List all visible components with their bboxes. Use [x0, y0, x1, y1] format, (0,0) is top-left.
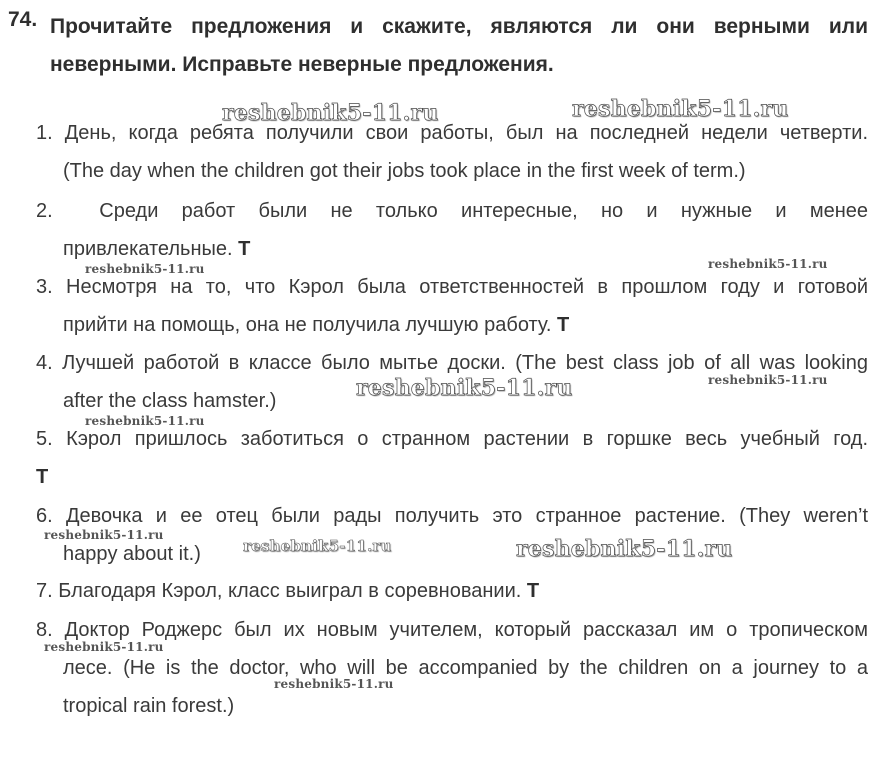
watermark: reshebnik5-11.ru [44, 640, 164, 654]
watermark: reshebnik5-11.ru [708, 373, 828, 387]
item-text-cont: after the class hamster.) [63, 390, 277, 412]
task-number: 74. [8, 8, 38, 31]
list-item-3 [36, 268, 868, 344]
item-text: Несмотря на то, что Кэрол была ответственностей в прошлом году и готовой [66, 276, 868, 298]
task-title [50, 8, 868, 84]
item-text: Девочка и ее отец были рады получить это странное растение. (They weren’t [65, 505, 868, 527]
watermark: reshebnik5-11.ru [44, 528, 164, 542]
true-mark: T [557, 314, 570, 336]
watermark: reshebnik5-11.ru [516, 536, 733, 562]
item-text: Доктор Роджерс был их новым учителем, который рассказал им о тропическом [64, 619, 868, 641]
task-title-line1: Прочитайте предложения и скажите, являются ли они верными или [50, 15, 868, 38]
item-number: 8. [36, 619, 53, 641]
watermark: reshebnik5-11.ru [356, 375, 573, 401]
true-mark: T [36, 466, 49, 488]
item-number: 5. [36, 428, 53, 450]
item-number: 7. [36, 580, 53, 602]
task-title-line2: неверными. Исправьте неверные предложения. [50, 53, 554, 76]
list-item-8 [36, 611, 868, 725]
item-text-cont: happy about it.) [63, 543, 201, 565]
item-text-cont: лесе. (He is the doctor, who will be accompanied by the children on a journey to a [63, 657, 868, 679]
item-number: 6. [36, 505, 53, 527]
watermark: reshebnik5-11.ru [85, 414, 205, 428]
list-item-7 [36, 572, 868, 610]
watermark: reshebnik5-11.ru [222, 100, 439, 126]
watermark: reshebnik5-11.ru [572, 96, 789, 122]
watermark: reshebnik5-11.ru [274, 677, 394, 691]
item-text: Кэрол пришлось заботиться о странном растении в горшке весь учебный год. [66, 428, 868, 450]
item-number: 3. [36, 276, 53, 298]
item-text: Благодаря Кэрол, класс выиграл в соревновании. [58, 580, 522, 602]
watermark: reshebnik5-11.ru [708, 257, 828, 271]
item-number: 2. [36, 200, 53, 222]
item-text: Лучшей работой в классе было мытье доски. (The best class job of all was looking [62, 352, 868, 374]
watermark: reshebnik5-11.ru [85, 262, 205, 276]
item-text-cont: (The day when the children got their jobs took place in the first week of term.) [63, 160, 746, 182]
true-mark: T [238, 238, 251, 260]
item-text-cont: tropical rain forest.) [63, 695, 235, 717]
item-text: Среди работ были не только интересные, но и нужные и менее [99, 200, 868, 222]
true-mark: T [526, 580, 540, 602]
list-item-1 [36, 114, 868, 190]
item-text-cont: прийти на помощь, она не получила лучшую работу. [63, 314, 552, 336]
item-text-cont: привлекательные. [63, 238, 233, 260]
item-text: День, когда ребята получили свои работы, был на последней недели четверти. [64, 122, 868, 144]
watermark: reshebnik5-11.ru [243, 537, 392, 555]
item-number: 4. [36, 352, 53, 374]
list-item-5 [36, 420, 868, 496]
item-number: 1. [36, 122, 53, 144]
